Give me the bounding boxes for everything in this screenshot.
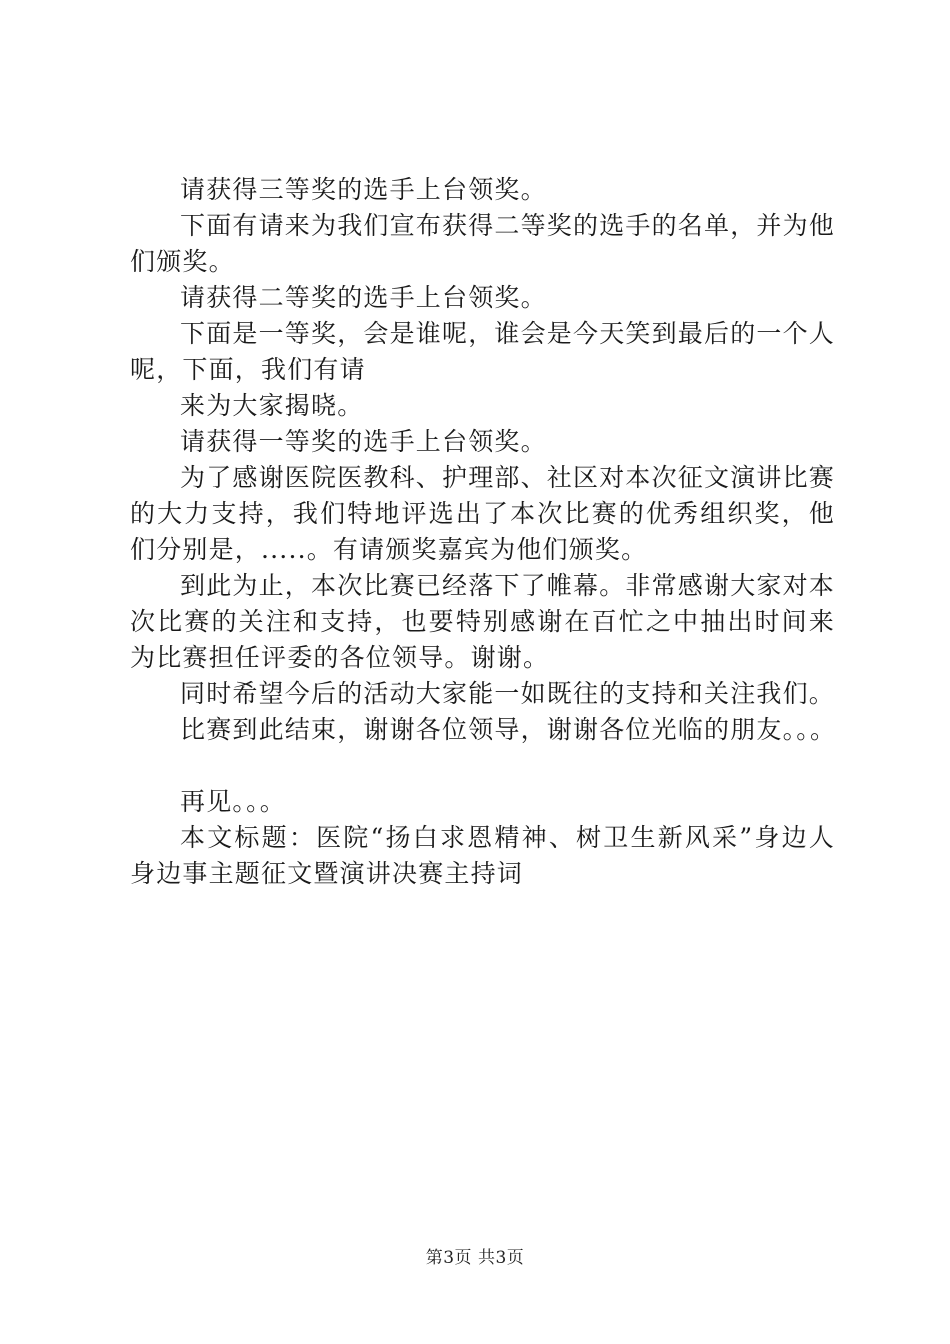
paragraph: 为了感谢医院医教科、护理部、社区对本次征文演讲比赛的大力支持，我们特地评选出了本次比赛的优秀组织奖，他们分别是，.....。有请颁奖嘉宾为他们颁奖。: [130, 463, 836, 564]
blank-line: [130, 748, 835, 784]
paragraph: 请获得一等奖的选手上台领奖。: [180, 427, 547, 456]
paragraph: 请获得二等奖的选手上台领奖。: [180, 283, 547, 312]
document-body: [130, 172, 835, 892]
paragraph: 来为大家揭晓。: [180, 391, 364, 420]
page-number: 第3页 共3页: [425, 1248, 525, 1268]
paragraph: 到此为止，本次比赛已经落下了帷幕。非常感谢大家对本次比赛的关注和支持，也要特别感谢在百忙之中抽出时间来为比赛担任评委的各位领导。谢谢。: [130, 571, 836, 672]
paragraph: 比赛到此结束，谢谢各位领导，谢谢各位光临的朋友。。。: [180, 715, 837, 744]
document-title-line: 本文标题：医院“扬白求恩精神、树卫生新风采”身边人身边事主题征文暨演讲决赛主持词: [130, 823, 835, 888]
paragraph: 请获得三等奖的选手上台领奖。: [180, 175, 547, 204]
paragraph: 下面是一等奖，会是谁呢，谁会是今天笑到最后的一个人呢，下面，我们有请: [130, 319, 836, 384]
paragraph: 同时希望今后的活动大家能一如既往的支持和关注我们。: [180, 679, 836, 708]
paragraph: 再见。。。: [180, 787, 287, 816]
paragraph: 下面有请来为我们宣布获得二等奖的选手的名单，并为他们颁奖。: [130, 211, 836, 276]
